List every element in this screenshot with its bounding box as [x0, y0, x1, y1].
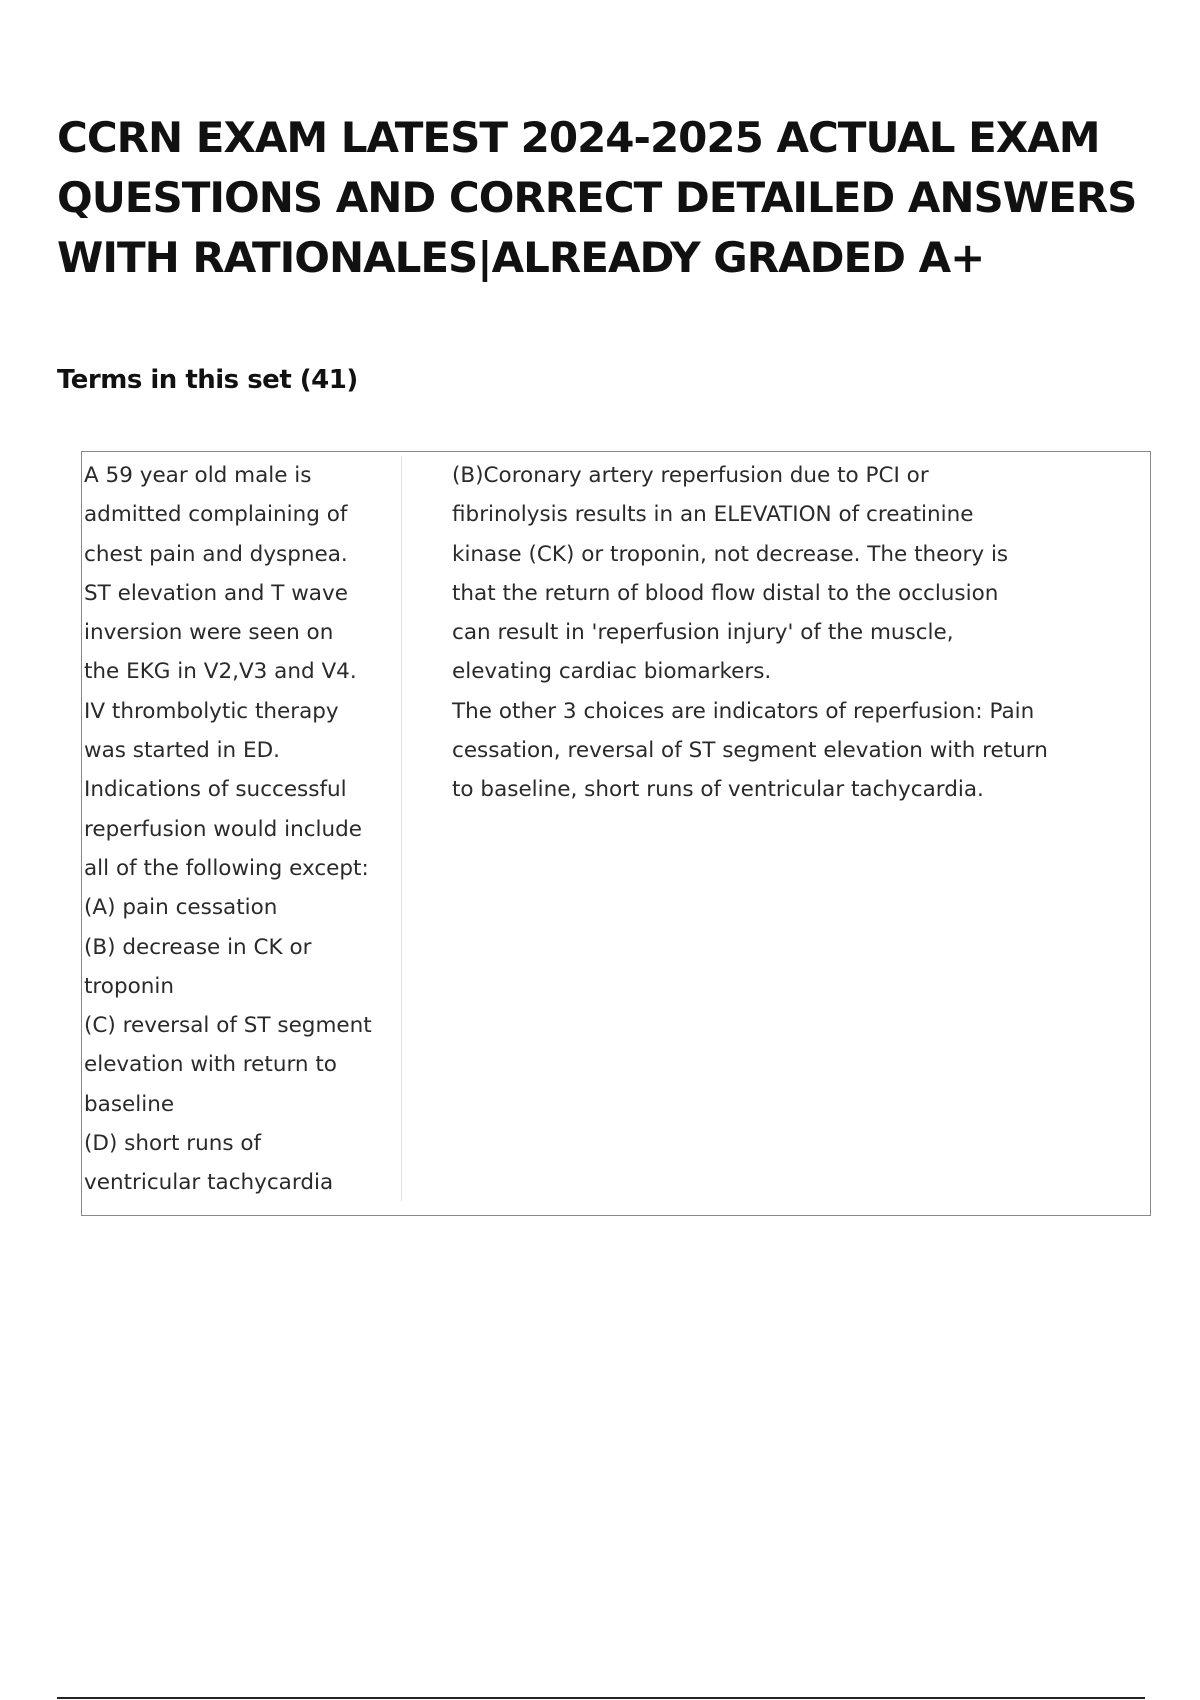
term-line: inversion were seen on — [84, 620, 334, 646]
term-line: was started in ED. — [84, 738, 280, 764]
term-column — [82, 456, 402, 1201]
definition-line: (B)Coronary artery reperfusion due to PCI or — [452, 463, 929, 488]
title-line: WITH RATIONALES|ALREADY GRADED A+ — [57, 233, 985, 282]
definition-line: fibrinolysis results in an ELEVATION of creatinine — [452, 502, 974, 528]
definition-line: that the return of blood flow distal to the occlusion — [452, 580, 999, 606]
term-line: ST elevation and T wave — [84, 580, 348, 606]
terms-set-heading: Terms in this set (41) — [57, 365, 358, 395]
definition-line: elevating cardiac biomarkers. — [452, 659, 772, 685]
footer-divider — [57, 1697, 1145, 1699]
term-line: the EKG in V2,V3 and V4. — [84, 659, 357, 685]
term-option-c: (C) reversal of ST segment — [84, 1013, 372, 1039]
term-line: troponin — [84, 973, 174, 999]
term-line: all of the following except: — [84, 855, 369, 881]
definition-line: The other 3 choices are indicators of reperfusion: Pain — [452, 698, 1035, 724]
term-line: ventricular tachycardia — [84, 1170, 334, 1196]
definition-line: kinase (CK) or troponin, not decrease. The theory is — [452, 541, 1009, 567]
title-line: QUESTIONS AND CORRECT DETAILED ANSWERS — [57, 173, 1137, 222]
term-line: Indications of successful — [84, 777, 347, 803]
term-line: IV thrombolytic therapy — [84, 698, 339, 724]
term-option-d: (D) short runs of — [84, 1131, 262, 1157]
definition-line: cessation, reversal of ST segment elevation with return — [452, 738, 1048, 764]
term-line: baseline — [84, 1091, 175, 1117]
term-line: reperfusion would include — [84, 816, 363, 842]
term-line: elevation with return to — [84, 1052, 337, 1078]
term-line: A 59 year old male is — [84, 463, 312, 488]
term-line: admitted complaining of — [84, 502, 348, 528]
term-line: chest pain and dyspnea. — [84, 541, 348, 567]
document-title — [57, 108, 1177, 288]
definition-line: to baseline, short runs of ventricular tachycardia. — [452, 777, 984, 803]
definition-line: can result in 'reperfusion injury' of the muscle, — [452, 620, 954, 646]
term-option-b: (B) decrease in CK or — [84, 934, 312, 960]
flashcard — [81, 451, 1151, 1216]
title-line: CCRN EXAM LATEST 2024-2025 ACTUAL EXAM — [57, 113, 1100, 162]
term-option-a: (A) pain cessation — [84, 895, 278, 921]
definition-column — [452, 456, 1102, 810]
